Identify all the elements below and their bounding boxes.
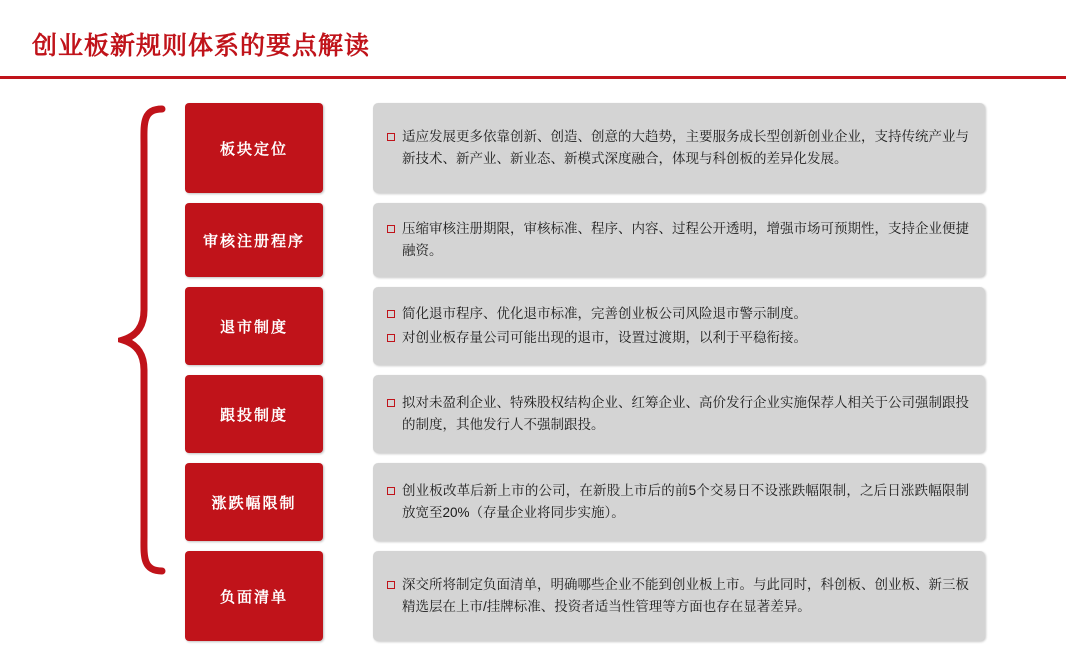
bullet-line: [387, 327, 969, 349]
bullet-line: [387, 574, 969, 618]
row-label-badge[interactable]: 审核注册程序: [185, 203, 323, 277]
row-description-panel: [373, 375, 985, 453]
row-description-panel: [373, 103, 985, 193]
bullet-line: [387, 303, 969, 325]
row-item: [185, 551, 985, 641]
bullet-text: 拟对未盈利企业、特殊股权结构企业、红筹企业、高价发行企业实施保荐人相关于公司强制跟投的制度，其他发行人不强制跟投。: [402, 395, 969, 432]
row-label-badge[interactable]: 跟投制度: [185, 375, 323, 453]
left-curly-brace-icon: [118, 105, 166, 575]
bullet-text: 创业板改革后新上市的公司，在新股上市后的前5个交易日不设涨跌幅限制，之后日涨跌幅限制放宽至20%（存量企业将同步实施）。: [402, 483, 969, 520]
bullet-text: 对创业板存量公司可能出现的退市，设置过渡期，以利于平稳衔接。: [402, 330, 807, 345]
bullet-text: 深交所将制定负面清单，明确哪些企业不能到创业板上市。与此同时，科创板、创业板、新三板精选层在上市/挂牌标准、投资者适当性管理等方面也存在显著差异。: [402, 577, 969, 614]
bullet-line: [387, 480, 969, 524]
row-item: [185, 287, 985, 365]
row-description-panel: [373, 287, 985, 365]
spacer: [323, 287, 373, 365]
row-item: [185, 463, 985, 541]
row-item: [185, 103, 985, 193]
row-label-badge[interactable]: 负面清单: [185, 551, 323, 641]
square-bullet-icon: [387, 133, 395, 141]
spacer: [323, 103, 373, 193]
bullet-text: 简化退市程序、优化退市标准，完善创业板公司风险退市警示制度。: [402, 306, 807, 322]
row-description-panel: [373, 551, 985, 641]
square-bullet-icon: [387, 334, 395, 342]
page-title: 创业板新规则体系的要点解读: [32, 32, 371, 60]
row-item: [185, 375, 985, 453]
bullet-text: 适应发展更多依靠创新、创造、创意的大趋势，主要服务成长型创新创业企业，支持传统产业与新技术、新产业、新业态、新模式深度融合，体现与科创板的差异化发展。: [402, 129, 969, 166]
spacer: [323, 375, 373, 453]
square-bullet-icon: [387, 487, 395, 495]
square-bullet-icon: [387, 310, 395, 318]
rows-list: [185, 103, 985, 651]
spacer: [323, 203, 373, 277]
row-description-panel: [373, 463, 985, 541]
square-bullet-icon: [387, 581, 395, 589]
row-description-panel: [373, 203, 985, 277]
bullet-line: [387, 126, 969, 170]
spacer: [323, 551, 373, 641]
square-bullet-icon: [387, 399, 395, 407]
bullet-text: 压缩审核注册期限，审核标准、程序、内容、过程公开透明，增强市场可预期性，支持企业便捷融资。: [402, 221, 969, 258]
bullet-line: [387, 392, 969, 436]
square-bullet-icon: [387, 225, 395, 233]
row-label-badge[interactable]: 板块定位: [185, 103, 323, 193]
content-area: [0, 95, 1066, 614]
title-divider: [0, 76, 1066, 79]
row-item: [185, 203, 985, 277]
spacer: [323, 463, 373, 541]
row-label-badge[interactable]: 涨跌幅限制: [185, 463, 323, 541]
row-label-badge[interactable]: 退市制度: [185, 287, 323, 365]
bullet-line: [387, 218, 969, 262]
